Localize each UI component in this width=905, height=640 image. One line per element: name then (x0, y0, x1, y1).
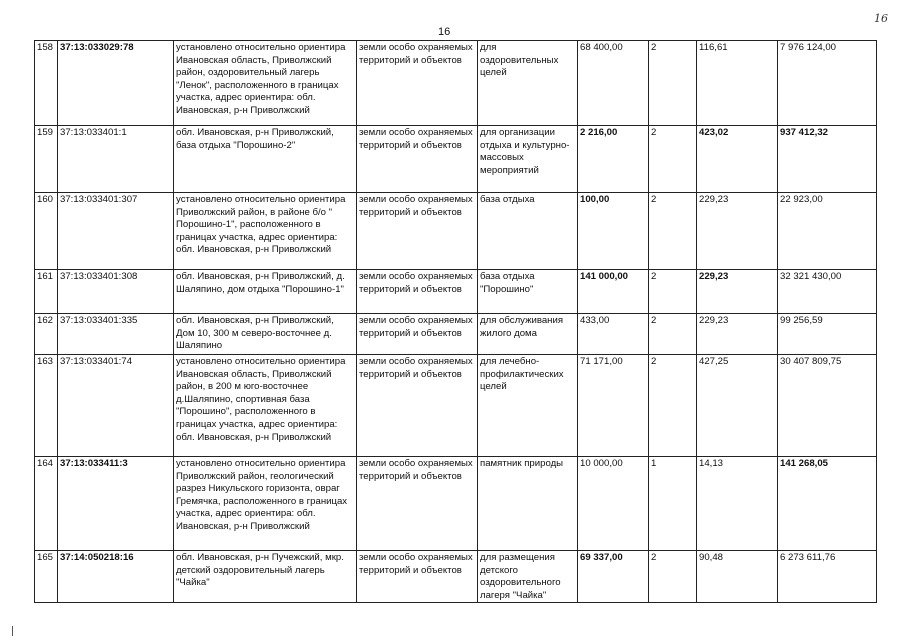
table-row (35, 314, 877, 355)
area: 10 000,00 (578, 457, 649, 551)
cadastral-value: 30 407 809,75 (778, 355, 877, 457)
cadastral-number: 37:13:033401:74 (58, 355, 174, 457)
cadastral-value: 32 321 430,00 (778, 270, 877, 314)
group: 2 (649, 270, 697, 314)
specific-value: 229,23 (697, 314, 778, 355)
group: 2 (649, 314, 697, 355)
cadastral-value: 7 976 124,00 (778, 41, 877, 126)
address: обл. Ивановская, р-н Приволжский, д. Шаляпино, дом отдыха "Порошино-1" (174, 270, 357, 314)
table-row (35, 126, 877, 193)
land-category: земли особо охраняемых территорий и объектов (357, 314, 478, 355)
margin-mark (12, 626, 13, 636)
group: 2 (649, 551, 697, 603)
permitted-use: база отдыха "Порошино" (478, 270, 578, 314)
specific-value: 14,13 (697, 457, 778, 551)
cadastral-number: 37:13:033401:1 (58, 126, 174, 193)
permitted-use: памятник природы (478, 457, 578, 551)
land-category: земли особо охраняемых территорий и объектов (357, 355, 478, 457)
group: 2 (649, 126, 697, 193)
table-row (35, 551, 877, 603)
specific-value: 229,23 (697, 270, 778, 314)
area: 68 400,00 (578, 41, 649, 126)
area: 2 216,00 (578, 126, 649, 193)
specific-value: 116,61 (697, 41, 778, 126)
address: установлено относительно ориентира Ивановская область, Приволжский район, оздоровительный лагерь "Ленок", расположенного в границах участка, адрес ориентира: обл. Ивановская, р-н Приволжский (174, 41, 357, 126)
cadastral-value: 6 273 611,76 (778, 551, 877, 603)
cadastral-number: 37:13:033029:78 (58, 41, 174, 126)
permitted-use: для организации отдыха и культурно-массовых мероприятий (478, 126, 578, 193)
row-number: 158 (35, 41, 58, 126)
land-plots-table (34, 40, 877, 603)
land-category: земли особо охраняемых территорий и объектов (357, 193, 478, 270)
cadastral-number: 37:13:033411:3 (58, 457, 174, 551)
land-category: земли особо охраняемых территорий и объектов (357, 457, 478, 551)
cadastral-number: 37:14:050218:16 (58, 551, 174, 603)
cadastral-value: 22 923,00 (778, 193, 877, 270)
specific-value: 423,02 (697, 126, 778, 193)
land-category: земли особо охраняемых территорий и объектов (357, 41, 478, 126)
area: 433,00 (578, 314, 649, 355)
row-number: 165 (35, 551, 58, 603)
land-category: земли особо охраняемых территорий и объектов (357, 551, 478, 603)
address: обл. Ивановская, р-н Приволжский, Дом 10, 300 м северо-восточнее д. Шаляпино (174, 314, 357, 355)
area: 100,00 (578, 193, 649, 270)
area: 69 337,00 (578, 551, 649, 603)
group: 2 (649, 41, 697, 126)
address: обл. Ивановская, р-н Приволжский, база отдыха "Порошино-2" (174, 126, 357, 193)
table-row (35, 355, 877, 457)
specific-value: 90,48 (697, 551, 778, 603)
land-category: земли особо охраняемых территорий и объектов (357, 126, 478, 193)
table-row (35, 270, 877, 314)
group: 2 (649, 355, 697, 457)
address: обл. Ивановская, р-н Пучежский, мкр. детский оздоровительный лагерь "Чайка" (174, 551, 357, 603)
group: 1 (649, 457, 697, 551)
table-row (35, 193, 877, 270)
address: установлено относительно ориентира Приволжский район, в районе б/о " Порошино-1", расположенного в границах участка, адрес ориентира: обл. Ивановская, р-н Приволжский (174, 193, 357, 270)
address: установлено относительно ориентира Приволжский район, геологический разрез Никульского горизонта, овраг Гремячка, расположенного в границах участка, адрес ориентира: обл. Ивановская, р-н Приволжский (174, 457, 357, 551)
row-number: 159 (35, 126, 58, 193)
specific-value: 229,23 (697, 193, 778, 270)
area: 141 000,00 (578, 270, 649, 314)
permitted-use: для оздоровительных целей (478, 41, 578, 126)
row-number: 164 (35, 457, 58, 551)
permitted-use: для лечебно-профилактических целей (478, 355, 578, 457)
row-number: 160 (35, 193, 58, 270)
group: 2 (649, 193, 697, 270)
permitted-use: для размещения детского оздоровительного лагеря "Чайка" (478, 551, 578, 603)
page-number: 16 (438, 26, 451, 38)
specific-value: 427,25 (697, 355, 778, 457)
permitted-use: база отдыха (478, 193, 578, 270)
cadastral-number: 37:13:033401:335 (58, 314, 174, 355)
cadastral-number: 37:13:033401:308 (58, 270, 174, 314)
row-number: 163 (35, 355, 58, 457)
cadastral-value: 141 268,05 (778, 457, 877, 551)
table-row (35, 41, 877, 126)
address: установлено относительно ориентира Ивановская область, Приволжский район, в 200 м юго-восточнее д.Шаляпино, спортивная база "Порошино", расположенного в границах участка, адрес ориентира: обл. Ивановская, р-н Приволжский (174, 355, 357, 457)
handwritten-page-number: 16 (874, 12, 888, 25)
land-category: земли особо охраняемых территорий и объектов (357, 270, 478, 314)
area: 71 171,00 (578, 355, 649, 457)
table-row (35, 457, 877, 551)
cadastral-value: 937 412,32 (778, 126, 877, 193)
cadastral-value: 99 256,59 (778, 314, 877, 355)
row-number: 161 (35, 270, 58, 314)
cadastral-number: 37:13:033401:307 (58, 193, 174, 270)
permitted-use: для обслуживания жилого дома (478, 314, 578, 355)
row-number: 162 (35, 314, 58, 355)
